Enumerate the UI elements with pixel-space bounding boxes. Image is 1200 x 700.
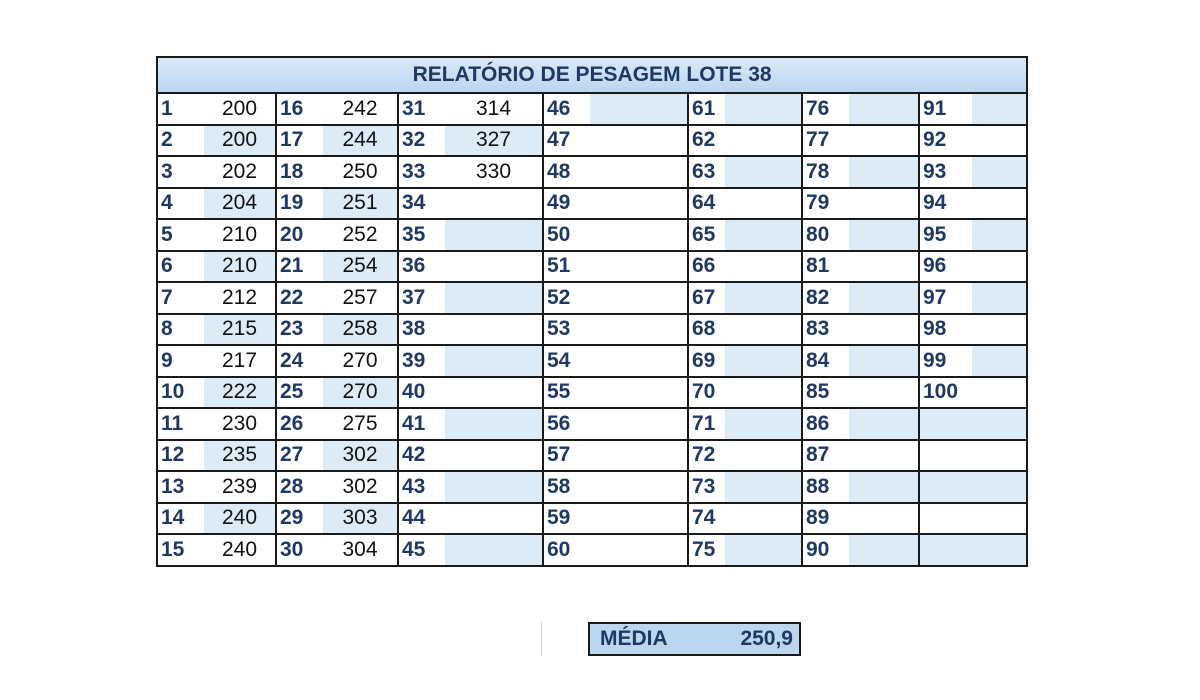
slot-weight: 240 xyxy=(204,503,276,535)
table-row xyxy=(157,534,1027,566)
slot-number: 15 xyxy=(157,534,204,566)
slot-weight xyxy=(590,125,688,157)
slot-number xyxy=(919,408,972,440)
slot-number: 98 xyxy=(919,314,972,346)
table-row xyxy=(157,156,1027,188)
slot-number: 10 xyxy=(157,377,204,409)
slot-number: 63 xyxy=(688,156,725,188)
slot-weight: 270 xyxy=(323,377,398,409)
slot-weight xyxy=(590,440,688,472)
slot-weight xyxy=(972,125,1027,157)
slot-weight xyxy=(972,534,1027,566)
slot-number: 91 xyxy=(919,93,972,125)
slot-number: 32 xyxy=(398,125,445,157)
slot-number: 40 xyxy=(398,377,445,409)
slot-weight xyxy=(849,93,919,125)
slot-weight xyxy=(445,188,543,220)
slot-number: 95 xyxy=(919,219,972,251)
slot-number: 74 xyxy=(688,503,725,535)
slot-weight: 330 xyxy=(445,156,543,188)
slot-number: 52 xyxy=(543,282,590,314)
slot-weight xyxy=(725,534,802,566)
average-value: 250,9 xyxy=(740,627,793,650)
slot-number: 73 xyxy=(688,471,725,503)
slot-number: 20 xyxy=(276,219,323,251)
slot-weight xyxy=(849,503,919,535)
slot-weight xyxy=(725,440,802,472)
slot-weight xyxy=(590,377,688,409)
slot-weight xyxy=(972,503,1027,535)
slot-number: 2 xyxy=(157,125,204,157)
slot-number: 22 xyxy=(276,282,323,314)
slot-weight xyxy=(725,282,802,314)
slot-weight: 240 xyxy=(204,534,276,566)
slot-number: 9 xyxy=(157,345,204,377)
slot-weight: 204 xyxy=(204,188,276,220)
slot-weight: 215 xyxy=(204,314,276,346)
slot-weight: 275 xyxy=(323,408,398,440)
slot-number: 75 xyxy=(688,534,725,566)
slot-number: 47 xyxy=(543,125,590,157)
slot-number: 24 xyxy=(276,345,323,377)
slot-weight xyxy=(725,503,802,535)
table-row xyxy=(157,314,1027,346)
slot-weight: 250 xyxy=(323,156,398,188)
table-row xyxy=(157,471,1027,503)
slot-weight xyxy=(972,377,1027,409)
slot-number: 12 xyxy=(157,440,204,472)
slot-number: 80 xyxy=(802,219,849,251)
slot-number: 35 xyxy=(398,219,445,251)
slot-weight: 314 xyxy=(445,93,543,125)
slot-number: 99 xyxy=(919,345,972,377)
slot-number: 13 xyxy=(157,471,204,503)
table-row xyxy=(157,219,1027,251)
slot-weight xyxy=(849,251,919,283)
slot-number: 14 xyxy=(157,503,204,535)
slot-weight xyxy=(725,156,802,188)
slot-weight: 304 xyxy=(323,534,398,566)
table-row xyxy=(157,93,1027,125)
slot-weight: 254 xyxy=(323,251,398,283)
slot-number: 41 xyxy=(398,408,445,440)
slot-weight xyxy=(972,93,1027,125)
slot-weight: 252 xyxy=(323,219,398,251)
slot-number: 26 xyxy=(276,408,323,440)
slot-weight xyxy=(590,503,688,535)
slot-weight xyxy=(849,345,919,377)
slot-weight: 327 xyxy=(445,125,543,157)
slot-weight xyxy=(725,345,802,377)
slot-weight xyxy=(590,534,688,566)
table-row xyxy=(157,282,1027,314)
average-label: MÉDIA xyxy=(600,627,668,650)
slot-weight xyxy=(725,314,802,346)
slot-number: 64 xyxy=(688,188,725,220)
slot-weight xyxy=(725,93,802,125)
slot-number: 46 xyxy=(543,93,590,125)
slot-number: 38 xyxy=(398,314,445,346)
slot-number: 49 xyxy=(543,188,590,220)
slot-weight xyxy=(849,219,919,251)
slot-number: 56 xyxy=(543,408,590,440)
slot-weight xyxy=(849,156,919,188)
slot-number: 84 xyxy=(802,345,849,377)
slot-number: 55 xyxy=(543,377,590,409)
slot-weight xyxy=(849,471,919,503)
slot-weight xyxy=(590,93,688,125)
slot-number: 39 xyxy=(398,345,445,377)
slot-weight: 244 xyxy=(323,125,398,157)
slot-number: 86 xyxy=(802,408,849,440)
slot-weight xyxy=(445,534,543,566)
slot-weight xyxy=(590,156,688,188)
weighing-report-table xyxy=(156,56,1028,567)
slot-number: 77 xyxy=(802,125,849,157)
slot-weight xyxy=(849,188,919,220)
slot-weight xyxy=(590,408,688,440)
slot-weight xyxy=(972,251,1027,283)
slot-number: 57 xyxy=(543,440,590,472)
slot-number xyxy=(919,440,972,472)
slot-weight xyxy=(972,156,1027,188)
slot-number: 70 xyxy=(688,377,725,409)
slot-number: 72 xyxy=(688,440,725,472)
slot-number: 88 xyxy=(802,471,849,503)
slot-number: 100 xyxy=(919,377,972,409)
slot-number: 92 xyxy=(919,125,972,157)
slot-number: 28 xyxy=(276,471,323,503)
slot-weight xyxy=(972,314,1027,346)
slot-weight xyxy=(445,408,543,440)
slot-weight xyxy=(445,314,543,346)
slot-weight xyxy=(849,408,919,440)
slot-weight: 235 xyxy=(204,440,276,472)
slot-number: 23 xyxy=(276,314,323,346)
slot-weight xyxy=(445,282,543,314)
slot-weight: 210 xyxy=(204,219,276,251)
table-row xyxy=(157,408,1027,440)
slot-number: 76 xyxy=(802,93,849,125)
slot-number: 62 xyxy=(688,125,725,157)
divider-line xyxy=(541,622,542,656)
slot-number xyxy=(919,471,972,503)
slot-weight xyxy=(972,471,1027,503)
table-row xyxy=(157,377,1027,409)
slot-number: 36 xyxy=(398,251,445,283)
slot-number: 78 xyxy=(802,156,849,188)
slot-weight: 202 xyxy=(204,156,276,188)
slot-weight xyxy=(849,314,919,346)
slot-weight xyxy=(445,503,543,535)
slot-number: 59 xyxy=(543,503,590,535)
slot-weight xyxy=(972,219,1027,251)
slot-number: 85 xyxy=(802,377,849,409)
slot-weight xyxy=(972,408,1027,440)
slot-number: 83 xyxy=(802,314,849,346)
slot-weight: 212 xyxy=(204,282,276,314)
weights-grid xyxy=(157,93,1027,566)
slot-number: 19 xyxy=(276,188,323,220)
slot-weight: 200 xyxy=(204,125,276,157)
slot-weight xyxy=(445,471,543,503)
slot-weight: 242 xyxy=(323,93,398,125)
slot-number: 68 xyxy=(688,314,725,346)
slot-number: 8 xyxy=(157,314,204,346)
slot-weight xyxy=(590,345,688,377)
slot-number xyxy=(919,503,972,535)
slot-number: 44 xyxy=(398,503,445,535)
slot-number: 61 xyxy=(688,93,725,125)
slot-number: 30 xyxy=(276,534,323,566)
slot-weight xyxy=(725,188,802,220)
slot-number: 81 xyxy=(802,251,849,283)
slot-weight: 302 xyxy=(323,471,398,503)
slot-number: 11 xyxy=(157,408,204,440)
slot-number: 65 xyxy=(688,219,725,251)
slot-number: 42 xyxy=(398,440,445,472)
slot-number: 18 xyxy=(276,156,323,188)
slot-number: 51 xyxy=(543,251,590,283)
slot-weight xyxy=(445,377,543,409)
slot-weight xyxy=(725,125,802,157)
slot-weight: 239 xyxy=(204,471,276,503)
slot-weight xyxy=(445,345,543,377)
slot-weight xyxy=(725,251,802,283)
slot-number: 5 xyxy=(157,219,204,251)
slot-number: 94 xyxy=(919,188,972,220)
slot-weight: 258 xyxy=(323,314,398,346)
slot-number: 6 xyxy=(157,251,204,283)
slot-number: 79 xyxy=(802,188,849,220)
slot-weight xyxy=(725,219,802,251)
slot-number: 17 xyxy=(276,125,323,157)
slot-weight: 200 xyxy=(204,93,276,125)
slot-weight: 251 xyxy=(323,188,398,220)
slot-number: 27 xyxy=(276,440,323,472)
slot-weight xyxy=(590,282,688,314)
slot-number: 7 xyxy=(157,282,204,314)
slot-weight xyxy=(725,408,802,440)
slot-weight xyxy=(849,534,919,566)
slot-number: 82 xyxy=(802,282,849,314)
table-row xyxy=(157,188,1027,220)
slot-number: 31 xyxy=(398,93,445,125)
slot-weight xyxy=(445,440,543,472)
slot-weight xyxy=(849,125,919,157)
slot-number: 3 xyxy=(157,156,204,188)
slot-number: 93 xyxy=(919,156,972,188)
slot-number: 96 xyxy=(919,251,972,283)
slot-number: 87 xyxy=(802,440,849,472)
slot-weight xyxy=(590,219,688,251)
slot-number: 54 xyxy=(543,345,590,377)
slot-weight xyxy=(972,282,1027,314)
slot-number: 66 xyxy=(688,251,725,283)
table-row xyxy=(157,503,1027,535)
slot-weight: 302 xyxy=(323,440,398,472)
slot-weight xyxy=(972,345,1027,377)
slot-weight: 257 xyxy=(323,282,398,314)
slot-weight: 222 xyxy=(204,377,276,409)
slot-weight xyxy=(725,377,802,409)
slot-weight xyxy=(849,377,919,409)
average-box xyxy=(588,622,801,656)
slot-number xyxy=(919,534,972,566)
slot-weight: 270 xyxy=(323,345,398,377)
slot-weight: 217 xyxy=(204,345,276,377)
slot-number: 69 xyxy=(688,345,725,377)
slot-weight xyxy=(725,471,802,503)
table-row xyxy=(157,125,1027,157)
slot-number: 4 xyxy=(157,188,204,220)
slot-number: 97 xyxy=(919,282,972,314)
slot-number: 67 xyxy=(688,282,725,314)
slot-number: 43 xyxy=(398,471,445,503)
slot-number: 29 xyxy=(276,503,323,535)
slot-number: 25 xyxy=(276,377,323,409)
table-row xyxy=(157,251,1027,283)
slot-number: 89 xyxy=(802,503,849,535)
slot-number: 16 xyxy=(276,93,323,125)
table-row xyxy=(157,440,1027,472)
slot-weight xyxy=(445,251,543,283)
slot-number: 34 xyxy=(398,188,445,220)
slot-number: 90 xyxy=(802,534,849,566)
slot-weight xyxy=(590,471,688,503)
slot-number: 58 xyxy=(543,471,590,503)
slot-number: 60 xyxy=(543,534,590,566)
title-row xyxy=(157,57,1027,93)
slot-weight xyxy=(972,188,1027,220)
slot-number: 71 xyxy=(688,408,725,440)
slot-weight: 210 xyxy=(204,251,276,283)
slot-number: 50 xyxy=(543,219,590,251)
report-title: RELATÓRIO DE PESAGEM LOTE 38 xyxy=(157,57,1027,93)
slot-weight xyxy=(590,188,688,220)
slot-number: 33 xyxy=(398,156,445,188)
slot-weight xyxy=(590,251,688,283)
slot-weight xyxy=(590,314,688,346)
slot-weight: 303 xyxy=(323,503,398,535)
slot-weight xyxy=(849,440,919,472)
table-row xyxy=(157,345,1027,377)
slot-weight: 230 xyxy=(204,408,276,440)
slot-number: 37 xyxy=(398,282,445,314)
slot-number: 48 xyxy=(543,156,590,188)
slot-number: 45 xyxy=(398,534,445,566)
slot-weight xyxy=(972,440,1027,472)
slot-number: 21 xyxy=(276,251,323,283)
slot-weight xyxy=(849,282,919,314)
slot-weight xyxy=(445,219,543,251)
slot-number: 1 xyxy=(157,93,204,125)
slot-number: 53 xyxy=(543,314,590,346)
